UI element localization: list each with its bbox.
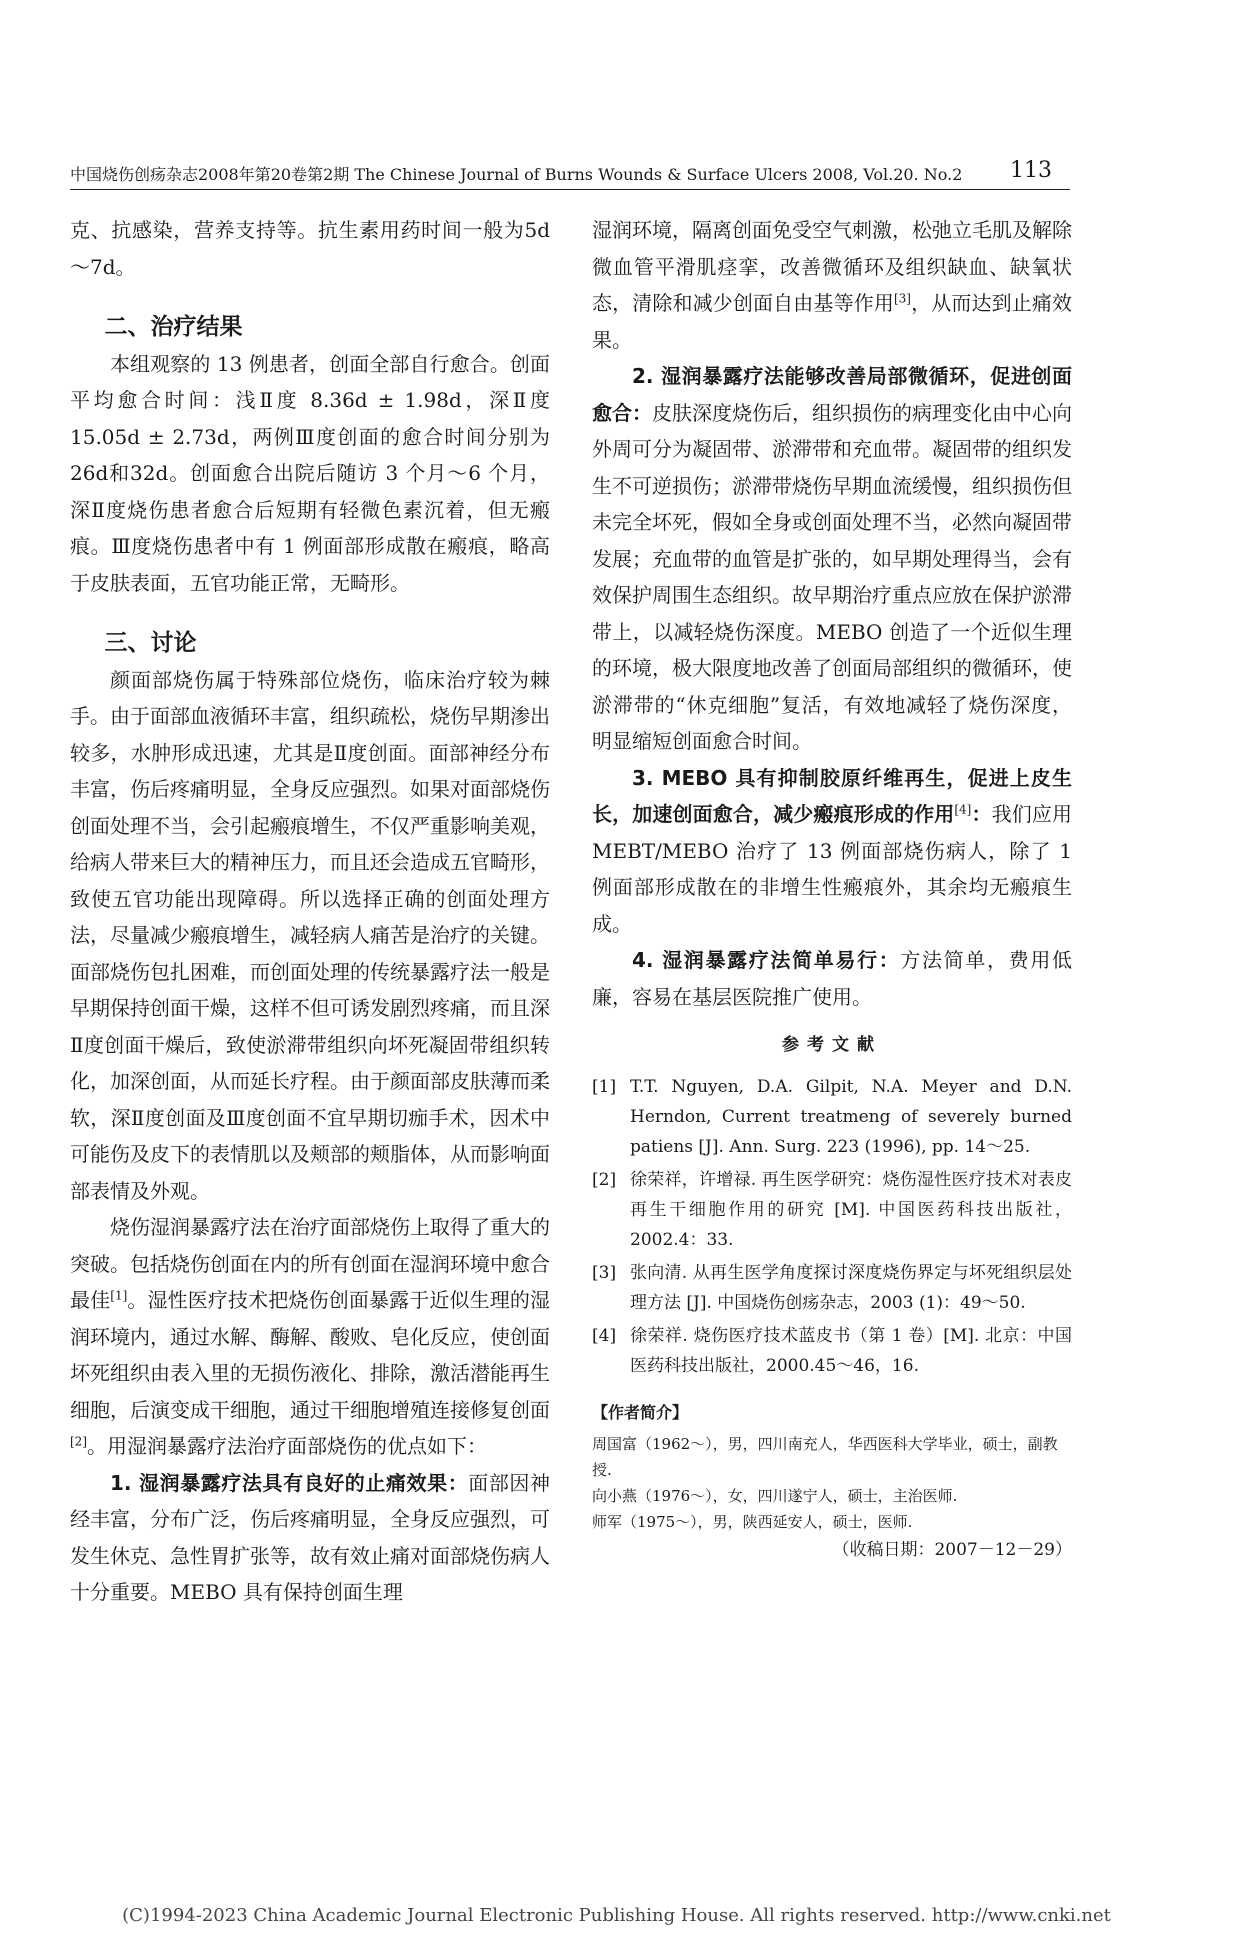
reference-item xyxy=(592,1321,1072,1381)
point-1-text: 面部因神经丰富，分布广泛，伤后疼痛明显，全身反应强烈，可发生休克、急性胃扩张等，故有效止痛对面部烧伤病人十分重要。MEBO 具有保持创面生理 xyxy=(70,1470,550,1604)
header-rule xyxy=(70,189,1070,190)
point-3-text: 我们应用 MEBT/MEBO 治疗了 13 例面部烧伤病人，除了 1 例面部形成散在的非增生性瘢痕外，其余均无瘢痕生成。 xyxy=(592,802,1073,936)
reference-text: 徐荣祥. 烧伤医疗技术蓝皮书（第 1 卷）[M]. 北京：中国医药科技出版社，2000.45～46，16. xyxy=(630,1325,1072,1376)
reference-text: T.T. Nguyen, D.A. Gilpit, N.A. Meyer and D.N. Herndon, Current treatmeng of severely burned patiens [J]. Ann. Surg. 223 (1996), pp. 14～25. xyxy=(630,1076,1072,1157)
point-4-title: 4. 湿润暴露疗法简单易行： xyxy=(632,948,901,972)
point-3-colon: ： xyxy=(971,802,992,826)
reference-number: [4] xyxy=(592,1325,617,1346)
references-heading: 参考文献 xyxy=(782,1035,882,1055)
discussion-paragraph-2 xyxy=(70,1209,550,1465)
references-list xyxy=(592,1072,1072,1381)
section-heading-discussion: 三、讨论 xyxy=(104,630,197,656)
cont-text-a: 湿润环境，隔离创面免受空气刺激，松弛立毛肌及解除微血管平滑肌痉挛，改善微循环及组织缺血、缺氧状态，清除和减少创面自由基等作用 xyxy=(592,218,1072,315)
reference-item xyxy=(592,1072,1072,1162)
continued-paragraph-right xyxy=(592,212,1072,358)
cont-text-b: ，从而达到止痛效果。 xyxy=(592,291,1073,352)
right-column xyxy=(592,212,1072,1565)
disc2-text-a: 烧伤湿润暴露疗法在治疗面部烧伤上取得了重大的突破。包括烧伤创面在内的所有创面在湿润环境中愈合最佳 xyxy=(70,1215,550,1312)
citation-3: [3] xyxy=(893,291,911,306)
point-1-title: 1. 湿润暴露疗法具有良好的止痛效果： xyxy=(110,1470,469,1495)
point-3-paragraph xyxy=(592,760,1072,943)
author-entry: 周国富（1962～），男，四川南充人，华西医科大学毕业，硕士，副教授. xyxy=(592,1435,1058,1479)
reference-text: 张向清. 从再生医学角度探讨深度烧伤界定与坏死组织层处理方法 [J]. 中国烧伤创疡杂志，2003 (1)：49～50. xyxy=(630,1262,1072,1313)
reference-number: [3] xyxy=(592,1262,617,1283)
citation-1: [1] xyxy=(110,1288,128,1303)
point-4-text: 方法简单，费用低廉，容易在基层医院推广使用。 xyxy=(592,948,1073,1009)
received-date: （收稿日期：2007－12－29） xyxy=(832,1540,1072,1560)
page-number: 113 xyxy=(1010,158,1052,183)
point-1-paragraph xyxy=(70,1465,550,1611)
running-header: 中国烧伤创疡杂志2008年第20卷第2期 The Chinese Journal of Burns Wounds & Surface Ulcers 2008, Vol.20. No.2 xyxy=(70,165,963,184)
disc2-text-c: 。用湿润暴露疗法治疗面部烧伤的优点如下： xyxy=(87,1434,487,1458)
point-3-title: 3. MEBO 具有抑制胶原纤维再生，促进上皮生长，加速创面愈合，减少瘢痕形成的作用 xyxy=(592,765,1072,826)
reference-item xyxy=(592,1165,1072,1255)
reference-text: 徐荣祥，许增禄. 再生医学研究：烧伤湿性医疗技术对表皮再生干细胞作用的研究 [M]. 中国医药科技出版社，2002.4：33. xyxy=(630,1169,1072,1250)
point-2-paragraph xyxy=(592,358,1072,760)
reference-item xyxy=(592,1258,1072,1318)
discussion-paragraph-1: 颜面部烧伤属于特殊部位烧伤，临床治疗较为棘手。由于面部血液循环丰富，组织疏松，烧伤早期渗出较多，水肿形成迅速，尤其是Ⅱ度创面。面部神经分布丰富，伤后疼痛明显，全身反应强烈。如果对面部烧伤创面处理不当，会引起瘢痕增生，不仅严重影响美观，给病人带来巨大的精神压力，而且还会造成五官畸形，致使五官功能出现障碍。所以选择正确的创面处理方法，尽量减少瘢痕增生，减轻病人痛苦是治疗的关键。面部烧伤包扎困难，而创面处理的传统暴露疗法一般是早期保持创面干燥，这样不但可诱发剧烈疼痛，而且深Ⅱ度创面干燥后，致使淤滞带组织向坏死凝固带组织转化，加深创面，从而延长疗程。由于颜面部皮肤薄而柔软，深Ⅱ度创面及Ⅲ度创面不宜早期切痂手术，因术中可能伤及皮下的表情肌以及颊部的颊脂体，从而影响面部表情及外观。 xyxy=(70,667,550,1203)
citation-4: [4] xyxy=(954,802,972,817)
reference-number: [1] xyxy=(592,1076,617,1097)
copyright-footer: (C)1994-2023 China Academic Journal Electronic Publishing House. All rights reserved. http://www.cnki.net xyxy=(122,1905,1111,1926)
left-column xyxy=(70,212,550,1611)
reference-number: [2] xyxy=(592,1169,617,1190)
author-entry: 师军（1975～），男，陕西延安人，硕士，医师. xyxy=(592,1513,913,1531)
point-4-paragraph xyxy=(592,942,1072,1015)
point-2-title: 2. 湿润暴露疗法能够改善局部微循环，促进创面愈合： xyxy=(592,364,1072,425)
disc2-text-b: 。湿性医疗技术把烧伤创面暴露于近似生理的湿润环境内，通过水解、酶解、酸败、皂化反应，使创面坏死组织由表入里的无损伤液化、排除，激活潜能再生细胞，后演变成干细胞，通过干细胞增殖连接修复创面 xyxy=(70,1288,551,1422)
point-2-text: 皮肤深度烧伤后，组织损伤的病理变化由中心向外周可分为凝固带、淤滞带和充血带。凝固带的组织发生不可逆损伤；淤滞带烧伤早期血流缓慢，组织损伤但未完全坏死，假如全身或创面处理不当，必然向凝固带发展；充血带的血管是扩张的，如早期处理得当，会有效保护周围生态组织。故早期治疗重点应放在保护淤滞带上，以减轻烧伤深度。MEBO 创造了一个近似生理的环境，极大限度地改善了创面局部组织的微循环，使淤滞带的“休克细胞”复活，有效地减轻了烧伤深度，明显缩短创面愈合时间。 xyxy=(592,400,1072,753)
continued-paragraph: 克、抗感染，营养支持等。抗生素用药时间一般为5d～7d。 xyxy=(70,218,550,279)
author-entry: 向小燕（1976～），女，四川遂宁人，硕士，主治医师. xyxy=(592,1487,958,1505)
author-info-heading: 【作者简介】 xyxy=(592,1402,689,1422)
citation-2: [2] xyxy=(70,1434,87,1449)
results-paragraph: 本组观察的 13 例患者，创面全部自行愈合。创面平均愈合时间：浅Ⅱ度 8.36d ± 1.98d，深Ⅱ度 15.05d ± 2.73d，两例Ⅲ度创面的愈合时间分别为26d和32d。创面愈合出院后随访 3 个月～6 个月，深Ⅱ度烧伤患者愈合后短期有轻微色素沉着，但无瘢痕。Ⅲ度烧伤患者中有 1 例面部形成散在瘢痕，略高于皮肤表面，五官功能正常，无畸形。 xyxy=(70,351,550,595)
section-heading-results: 二、治疗结果 xyxy=(104,314,243,340)
